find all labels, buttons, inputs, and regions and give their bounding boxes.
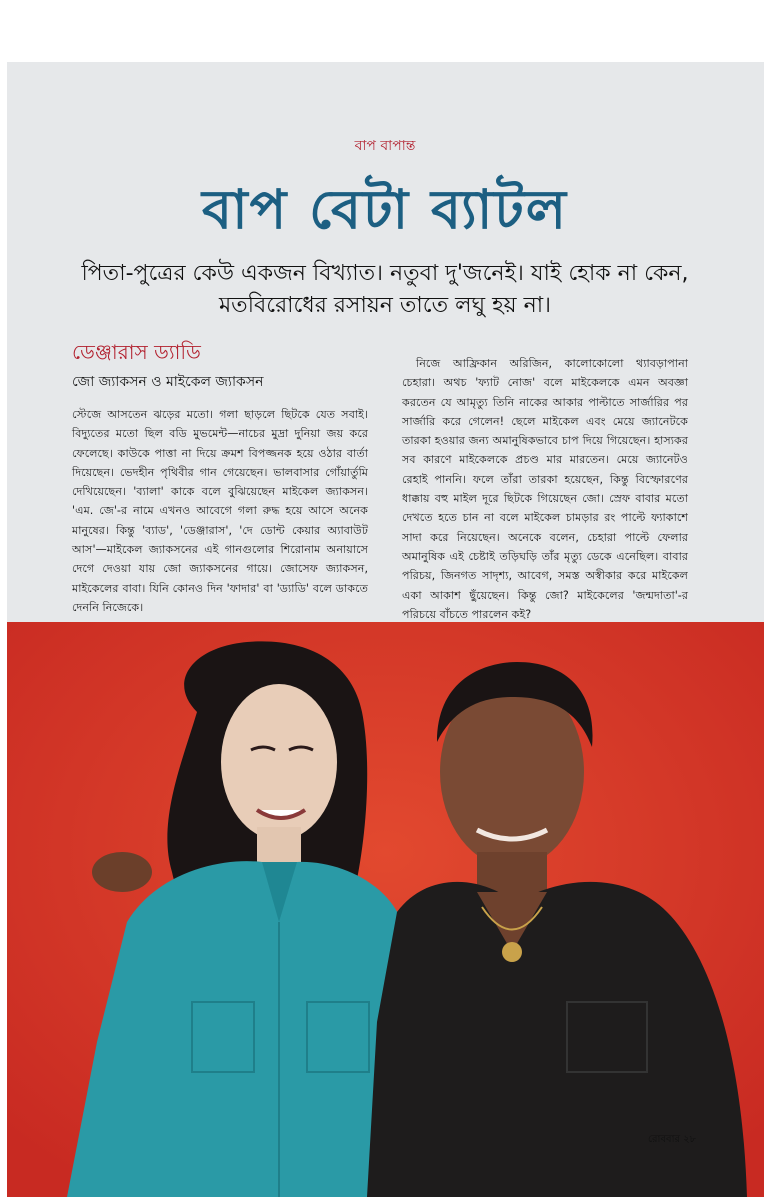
photo-illustration [7, 622, 764, 1197]
section-kicker: বাপ বাপান্ত [354, 138, 416, 154]
article-body-right-column: নিজে আফ্রিকান অরিজিন, কালোকোলো থ্যাবড়াপানা চেহারা। অথচ 'ফ্যাট নোজ' বলে মাইকেলকে এমন অবজ্ঞা করতেন যে আমৃত্যু তিনি নাকের আকার পাল্টাতে সার্জারির পর সার্জারি করে গেলেন! ছেলে মাইকেল এবং মেয়ে জ্যানেটকে তারকা হওয়ার জন্য অমানুষিকভাবে চাপ দিয়ে গিয়েছেন। হাস্যকর সব কারণে মাইকেলকে প্রচণ্ড মার মারতেন। মেয়ে জ্যানেটও রেহাই পাননি। ফলে তাঁরা তারকা হয়েছেন, কিন্তু বিস্ফোরণের ধাক্কায় বহু মাইল দূরে ছিটকে গিয়েছেন জো। স্রেফ বাবার মতো দেখতে হতে চান না বলে মাইকেল চামড়ার রং পাল্টে ফ্যাকাশে সাদা করে নিয়েছেন। অনেকে বলেন, চেহারা পাল্টে ফেলার অমানুষিক এই চেষ্টাই তড়িঘড়ি তাঁর মৃত্যু ডেকে এনেছিল। বাবার পরিচয়, জিনগত সাদৃশ্য, আবেগ, সমস্ত অস্বীকার করে মাইকেল একা আকাশ ছুঁয়েছেন। কিন্তু জো? মাইকেলের 'জন্মদাতা'-র পরিচয়ে বাঁচতে পারলেন কই? [402, 357, 688, 621]
page-folio: রোববার ২৮ [648, 1134, 697, 1145]
article-title: বাপ বেটা ব্যাটল [201, 177, 569, 241]
necklace-pendant [502, 942, 522, 962]
article-photo [7, 622, 764, 1197]
section-subheading: জো জ্যাকসন ও মাইকেল জ্যাকসন [72, 374, 264, 390]
article-deck: পিতা-পুত্রের কেউ একজন বিখ্যাত। নতুবা দু'জনেই। যাই হোক না কেন, মতবিরোধের রসায়ন তাতে লঘু হয় না। [81, 261, 689, 318]
article-body-left-column: স্টেজে আসতেন ঝড়ের মতো। গলা ছাড়লে ছিটকে যেত সবাই। বিদ্যুতের মতো ছিল বডি মুভমেন্ট—নাচের মুদ্রা দুনিয়া জয় করে ফেলেছে। কাউকে পাত্তা না দিয়ে ক্রমশ বিপজ্জনক হয়ে ওঠার বার্তা দিয়েছেন। ভেদহীন পৃথিবীর গান গেয়েছেন। ভালবাসার গোঁয়ার্তুমি দেখিয়েছেন। 'ব্যালা' কাকে বলে বুঝিয়েছেন মাইকেল জ্যাকসন। 'এম. জে'-র নামে এখনও আবেগে গলা রুদ্ধ হয়ে আসে অনেক মানুষের। কিন্তু 'ব্যাড', 'ডেঞ্জারাস', 'দে ডোন্ট কেয়ার অ্যাবাউট আস'—মাইকেল জ্যাকসনের এই গানগুলোর শিরোনাম অনায়াসে দেগে দেওয়া যায় জো জ্যাকসনের গায়ে। জোসেফ জ্যাকসন, মাইকেলের বাবা। যিনি কোনও দিন 'ফাদার' বা 'ড্যাডি' বলে ডাকতে দেননি নিজেকে। [72, 408, 368, 614]
section-heading: ডেঞ্জারাস ড্যাডি [72, 340, 201, 364]
arm-hand [92, 852, 152, 892]
